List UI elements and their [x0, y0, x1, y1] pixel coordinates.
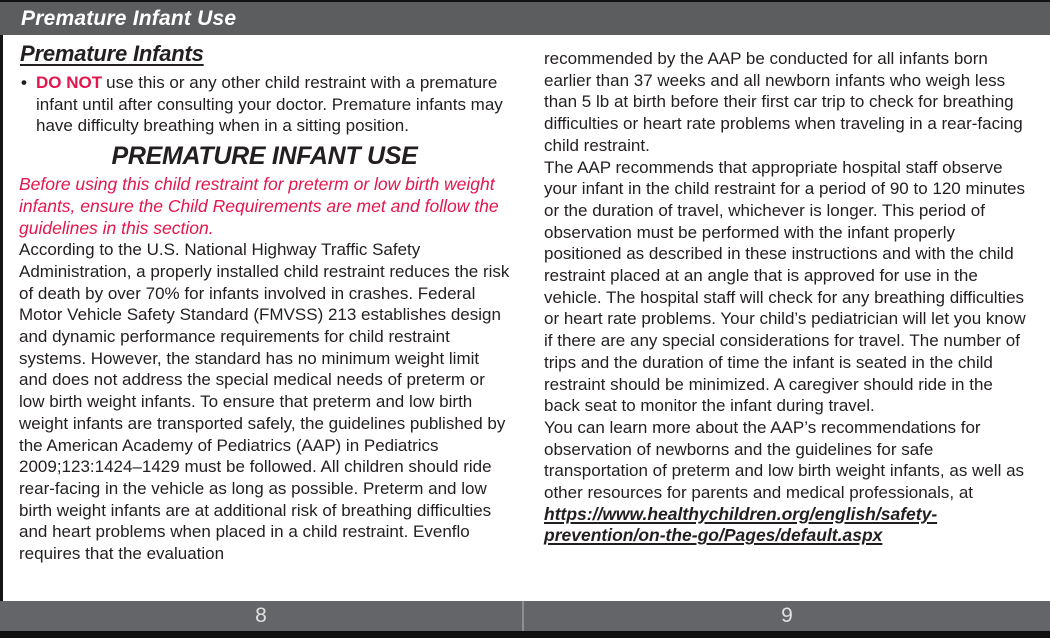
manual-spread — [0, 35, 1050, 601]
footer-right-bar — [524, 601, 1050, 631]
right-paragraph-2: The AAP recommends that appropriate hospital staff observe your infant in the child restraint for a period of 90 to 120 minutes or the duration of travel, whichever is longer. This period of observation must be performed with the infant properly positioned as described in these instructions and with the child restraint placed at an angle that is approved for use in the vehicle. The hospital staff will check for any breathing difficulties or heart rate problems. Your child’s pediatrician will let you know if there are any special considerations for travel. The number of trips and the duration of time the infant is seated in the child restraint should be minimized. A caregiver should ride in the back seat to monitor the infant during travel. — [544, 157, 1026, 416]
bottom-border — [0, 631, 1050, 638]
footer-left-bar — [0, 601, 524, 631]
warning-bullet — [19, 72, 510, 137]
premature-infant-use-heading: PREMATURE INFANT USE — [111, 142, 418, 171]
left-body-paragraph: According to the U.S. National Highway Traffic Safety Administration, a properly installed child restraint reduces the risk of death by over 70% for infants involved in crashes. Federal Motor Vehicle Safety Standard (FMVSS) 213 establishes design and dynamic performance requirements for child restraint systems. However, the standard has no minimum weight limit and does not address the special medical needs of preterm or low birth weight infants. To ensure that preterm and low birth weight infants are transported safely, the guidelines published by the American Academy of Pediatrics (AAP) in Pediatrics 2009;123:1424–1429 must be followed. All children should ride rear-facing in the vehicle as long as possible. Preterm and low birth weight infants are at additional risk of breathing difficulties and heart problems when placed in a child restraint. Evenflo requires that the evaluation — [19, 240, 510, 564]
warning-text-block — [36, 72, 510, 137]
left-page-column — [3, 35, 525, 601]
section-heading: Premature Infants — [20, 41, 204, 66]
preterm-notice: Before using this child restraint for preterm or low birth weight infants, ensure the Child Requirements are met and follow the guidelines in this section. — [19, 174, 499, 238]
right-paragraph-1: recommended by the AAP be conducted for all infants born earlier than 37 weeks and all newborn infants who weigh less than 5 lb at birth before their first car trip to check for breathing difficulties or heart rate problems when traveling in a rear-facing child restraint. — [544, 49, 1023, 155]
bullet-icon: • — [21, 73, 27, 92]
do-not-label: DO NOT — [36, 73, 103, 92]
right-paragraph-3: You can learn more about the AAP’s recommendations for observation of newborns and the guidelines for safe transportation of preterm and low birth weight infants, as well as other resources for parents and medical professionals, at — [544, 417, 1025, 503]
page-number-left: 8 — [255, 604, 267, 627]
page-title: Premature Infant Use — [21, 6, 237, 30]
page-header-bar — [0, 2, 1050, 35]
right-page-column — [525, 35, 1050, 601]
page-number-right: 9 — [781, 604, 793, 627]
healthychildren-link[interactable] — [544, 504, 1033, 547]
footer — [0, 601, 1050, 631]
warning-text: use this or any other child restraint with a premature infant until after consulting your doctor. Premature infants may have difficulty breathing when in a sitting position. — [36, 73, 503, 136]
link-line-2: prevention/on-the-go/Pages/default.aspx — [544, 525, 883, 546]
link-line-1: https://www.healthychildren.org/english/safety- — [544, 503, 938, 524]
